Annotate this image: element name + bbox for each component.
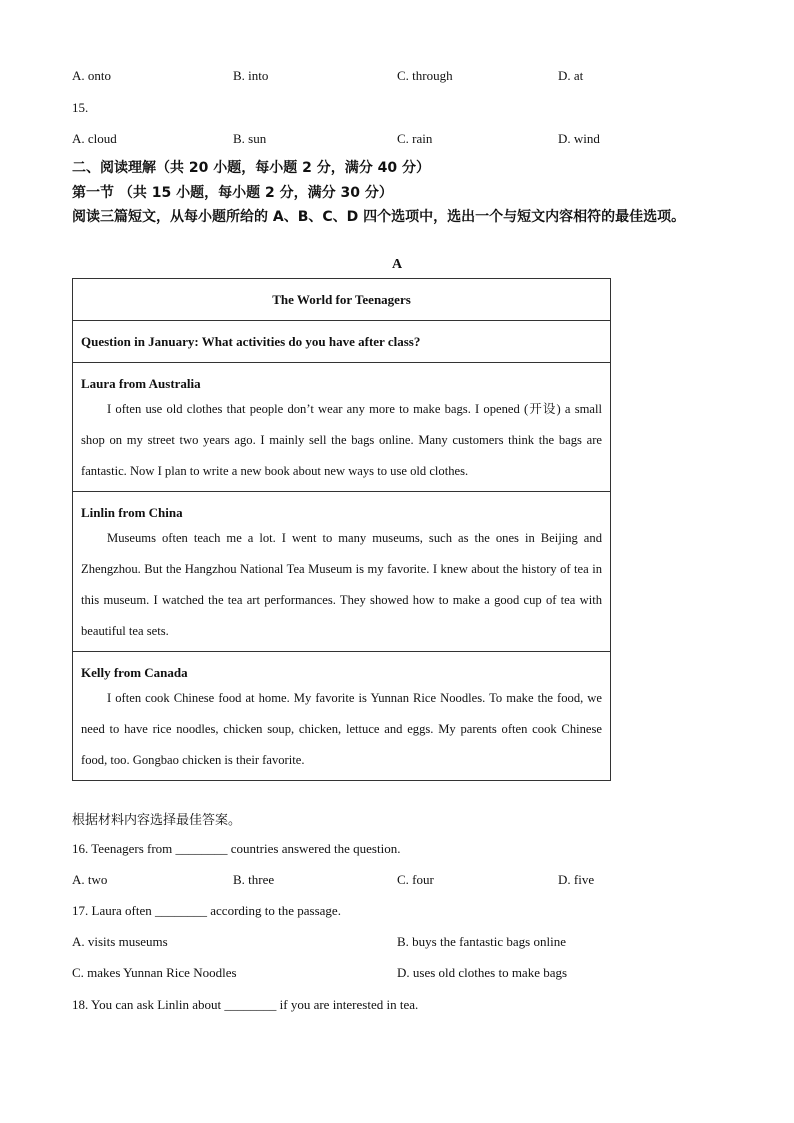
q17-option-a: A. visits museums: [72, 934, 168, 949]
entry-name: Linlin from China: [81, 505, 183, 520]
entry-text: I often cook Chinese food at home. My favorite is Yunnan Rice Noodles. To make the food, we need to have rice noodles, chicken soup, chicken, lettuce and eggs. My parents often cook Chinese food, too. Gongbao chicken is their favorite.: [81, 691, 602, 767]
section-instruction: 阅读三篇短文，从每小题所给的 A、B、C、D 四个选项中，选出一个与短文内容相符的最佳选项。: [72, 209, 686, 225]
q14-option-b: B. into: [233, 68, 269, 83]
q15-option-b: B. sun: [233, 131, 267, 146]
entry-text: I often use old clothes that people don’t wear any more to make bags. I opened (开设) a small shop on my street two years ago. I mainly sell the bags online. Many customers think the bags are fantastic. Now I plan to write a new book about new ways to use old clothes.: [81, 402, 602, 478]
q15-option-c: C. rain: [397, 131, 433, 146]
passage-label: A: [391, 257, 403, 272]
entry-name: Kelly from Canada: [81, 665, 188, 680]
q15-option-d: D. wind: [558, 131, 600, 146]
q15-option-a: A. cloud: [72, 131, 117, 146]
q16-option-b: B. three: [233, 872, 275, 887]
q14-option-d: D. at: [558, 68, 584, 83]
entry-name: Laura from Australia: [81, 376, 201, 391]
q16-option-c: C. four: [397, 872, 434, 887]
passage-question: Question in January: What activities do you have after class?: [73, 321, 611, 363]
entry-text: Museums often teach me a lot. I went to many museums, such as the ones in Beijing and Zhengzhou. But the Hangzhou National Tea Museum is my favorite. I knew about the history of tea in this museum. I watched the tea art performances. They showed how to make a good cup of tea with beautiful tea sets.: [81, 531, 602, 638]
q17-option-b: B. buys the fantastic bags online: [397, 934, 566, 949]
q17-option-c: C. makes Yunnan Rice Noodles: [72, 965, 237, 980]
q14-option-c: C. through: [397, 68, 453, 83]
q16-option-d: D. five: [558, 872, 595, 887]
passage-title: The World for Teenagers: [73, 279, 611, 321]
entry-kelly: [73, 652, 611, 781]
q14-options: [72, 68, 732, 88]
after-note: 根据材料内容选择最佳答案。: [72, 813, 242, 828]
q17-option-d: D. uses old clothes to make bags: [397, 965, 568, 980]
q16-option-a: A. two: [72, 872, 108, 887]
q14-option-a: A. onto: [72, 68, 111, 83]
q17-options-row1: [72, 934, 732, 954]
q16-options: [72, 872, 732, 892]
section-part: 第一节 （共 15 小题，每小题 2 分，满分 30 分）: [72, 185, 393, 201]
q15-number: 15.: [72, 100, 89, 115]
q15-options: [72, 131, 732, 151]
q18-stem: 18. You can ask Linlin about ________ if you are interested in tea.: [72, 997, 419, 1012]
q16-stem: 16. Teenagers from ________ countries answered the question.: [72, 841, 401, 856]
q17-stem: 17. Laura often ________ according to the passage.: [72, 903, 341, 918]
entry-laura: [73, 363, 611, 492]
section-title: 二、阅读理解（共 20 小题，每小题 2 分，满分 40 分）: [72, 160, 430, 176]
q17-options-row2: [72, 965, 732, 985]
passage-table: [72, 278, 611, 781]
entry-linlin: [73, 492, 611, 652]
